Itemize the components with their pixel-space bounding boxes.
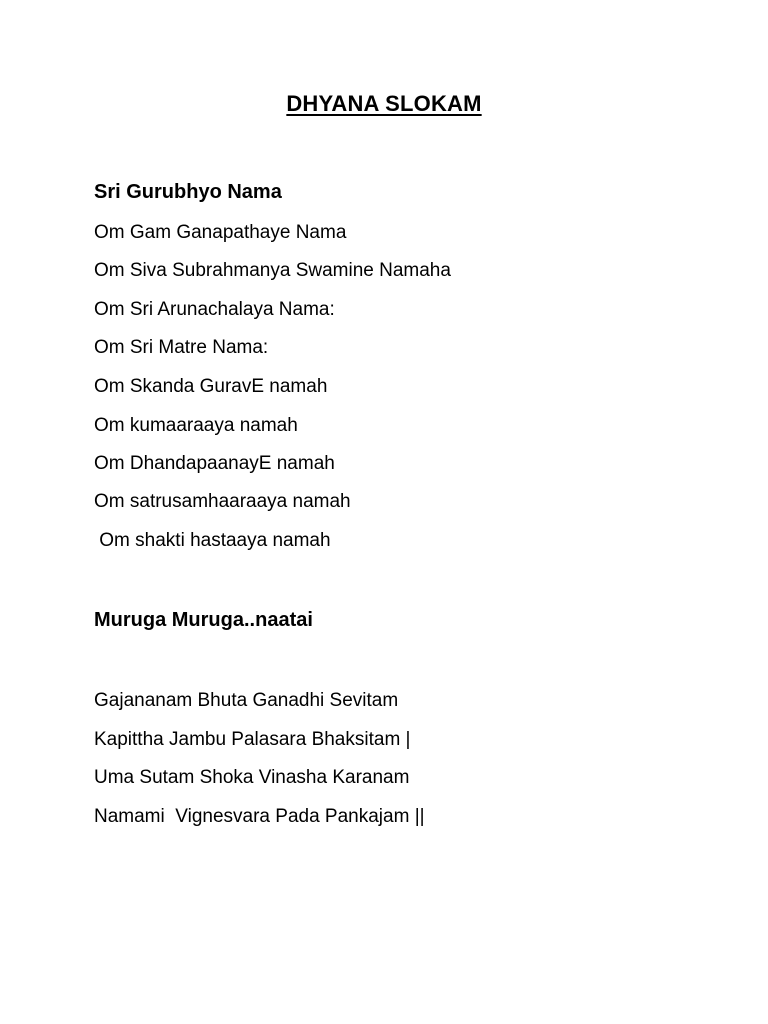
- sloka-line: Uma Sutam Shoka Vinasha Karanam: [94, 767, 410, 788]
- sloka-line: Om satrusamhaaraaya namah: [94, 491, 351, 512]
- section-heading-muruga-muruga: Muruga Muruga..naatai: [94, 609, 313, 631]
- page-title: DHYANA SLOKAM: [286, 91, 482, 116]
- sloka-line: Om kumaaraaya namah: [94, 415, 298, 436]
- sloka-line: Kapittha Jambu Palasara Bhaksitam |: [94, 729, 411, 750]
- sloka-line: Om DhandapaanayE namah: [94, 453, 335, 474]
- sloka-line: Om shakti hastaaya namah: [94, 530, 331, 551]
- section-heading-sri-gurubhyo-nama: Sri Gurubhyo Nama: [94, 181, 282, 203]
- sloka-line: Om Sri Matre Nama:: [94, 337, 269, 358]
- sloka-line: Om Siva Subrahmanya Swamine Namaha: [94, 260, 451, 281]
- sloka-line: Om Sri Arunachalaya Nama:: [94, 299, 335, 320]
- sloka-line: Om Gam Ganapathaye Nama: [94, 222, 347, 243]
- sloka-line: Gajananam Bhuta Ganadhi Sevitam: [94, 690, 399, 711]
- sloka-line: Om Skanda GuravE namah: [94, 376, 328, 397]
- sloka-line: Namami Vignesvara Pada Pankajam ||: [94, 806, 425, 827]
